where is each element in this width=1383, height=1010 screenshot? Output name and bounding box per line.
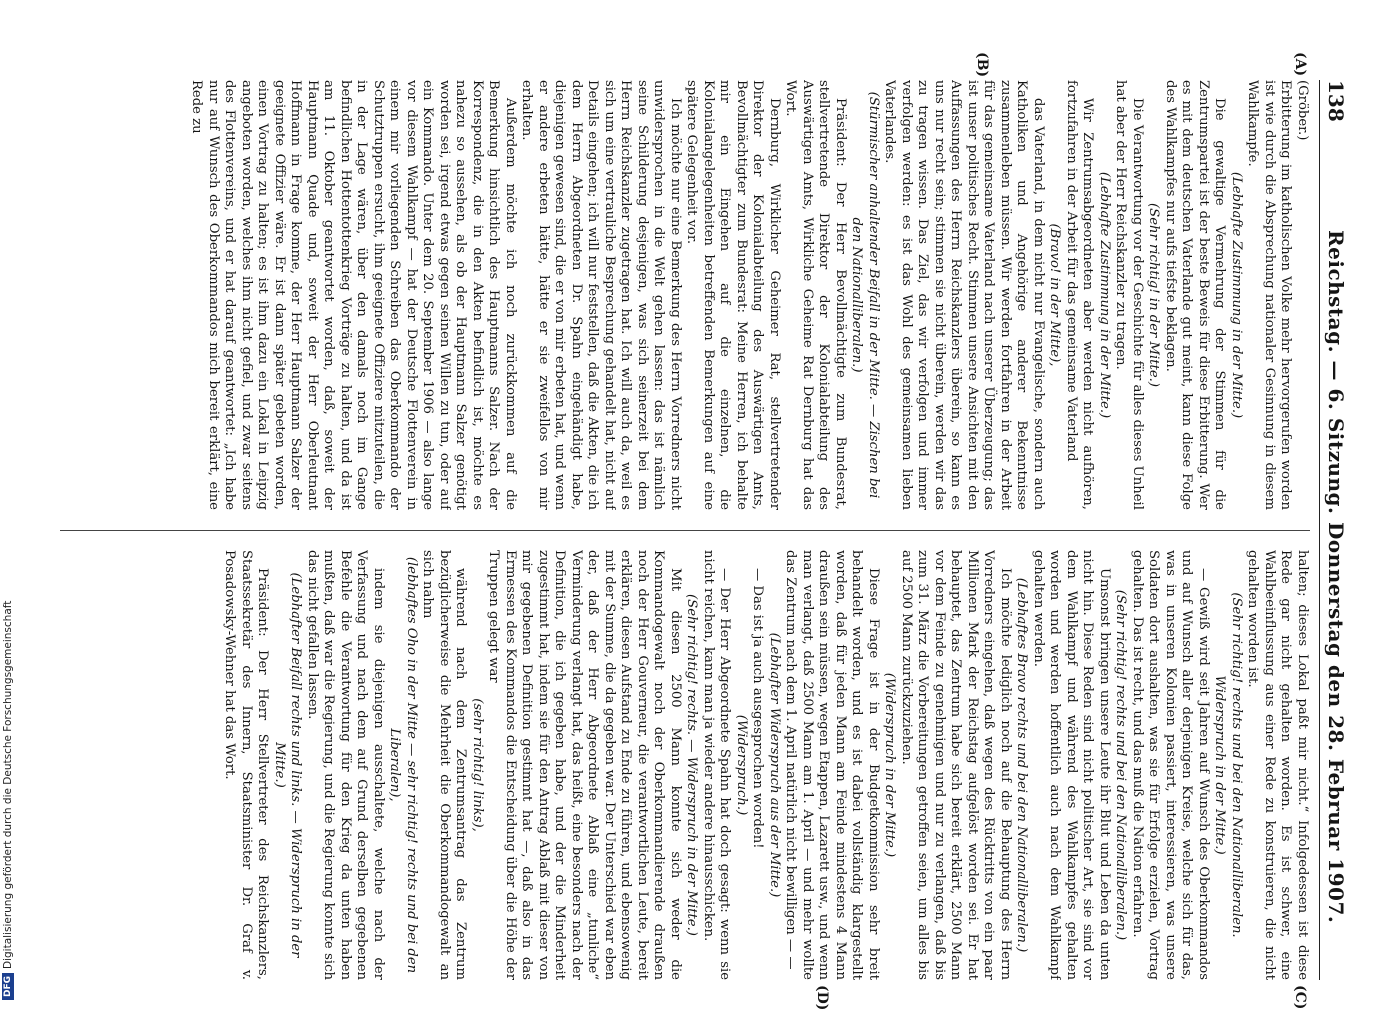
stage-direction: (Sehr richtig! rechts. — Widerspruch in der Mitte.) (684, 594, 700, 936)
paragraph: — Der Herr Abgeordnete Spahn hat doch gesagt: wenn sie nicht reichen, kann man ja wieder andere hinausschicken. (701, 550, 733, 980)
column-divider (60, 530, 1310, 531)
margin-mark-c: (C) (1292, 985, 1308, 1010)
stage-direction: (Widerspruch in der Mitte.) (882, 672, 898, 858)
paragraph: Außerdem möchte ich noch zurückkommen auf die Bemerkung hinsichtlich des Hauptmanns Salzer. Nach der Korrespondenz, die in den Akten befindlich ist, möchte es nahezu so aussehen, als ob der Hauptmann Salzer genötigt worden sei, irgend etwas gegen seinen Willen zu tun, oder auf ein Kommando. Unter dem 20. September 1906 — also lange vor diesem Wahlkampf — hat der Deutsche Flottenverein in einem mir vorliegenden Schreiben das Oberkommando der Schutztruppen ersucht, ihm geeignete Offiziere mitzuteilen, die in der Lage wären, über den damals noch im Gange befindlichen Hottentottenkrieg Vorträge zu halten, und da ist am 11. Oktober geantwortet worden, daß, soweit der Hauptmann Quade und, soweit der Herr Oberleutnant Hoffmann in Frage komme, der Herr Hauptmann Salzer der geeignete Offizier wäre. Er ist dann später gebeten worden, einen Vortrag zu halten; es ist ihm dazu ein Lokal in Leipzig angeboten worden, welches ihm nicht gefiel, und zwar seitens des Flottenvereins, und er hat darauf geantwortet: „Ich habe nur auf Wunsch des Oberkommandos mich bereit erklärt, eine Rede zu (189, 80, 518, 510)
stage-direction: (Widerspruch.) (734, 714, 749, 816)
paragraph: das Vaterland, in dem nicht nur Evangelische, sondern auch Katholiken und Angehörige anderer Bekenntnisse zusammenleben müssen. Wir werden fortfahren in der Arbeit für das gemeinsame Vaterland nach unserer Überzeugung; das ist unser politisches Recht. Stimmen unsere Ansichten mit den Auffassungen des Herrn Reichskanzlers überein, so kann es uns nur recht sein; stimmen sie nicht überein, werden wir das zu tragen wissen. Das Ziel, das wir verfolgen und immer verfolgen werden: es ist das Wohl des gemeinsamen lieben Vaterlandes. (882, 80, 1046, 510)
paragraph: während nach dem Zentrumsantrag das Zentrum bezüglicherweise die Mehrheit die Oberkommandogewalt an sich nahm (420, 550, 469, 980)
paragraph: halten; dieses Lokal paßt mir nicht.“ Infolgedessen ist diese Rede gar nicht gehalten worden. Es ist schwer, eine Wahlbeeinflussung aus einer Rede zu konstruieren, die nicht gehalten worden ist. (1245, 550, 1310, 980)
stage-direction: (Bravo! in der Mitte), (1047, 223, 1063, 367)
stage-direction: (Lebhaftes Bravo rechts und bei den Nationalliberalen.) (1014, 577, 1030, 953)
paragraph: Präsident: Der Herr Bevollmächtigte zum Bundesrat, stellvertretende Direktor der Kolonialabteilung des Auswärtigen Amts, Wirkliche Geheime Rat Dernburg hat das Wort. (783, 80, 848, 510)
paragraph: indem sie diejenigen ausschaltete, welche nach der Verfassung und nach dem auf Grund derselben gegebenen Befehle die Verantwortung für den Krieg da unten haben mußten, daß war die Regierung, und die Regierung konnte sich das nicht gefallen lassen. (305, 550, 386, 980)
paragraph: Diese Frage ist in der Budgetkommission sehr breit behandelt worden, und es ist dabei vollständig klargestellt worden, daß für jeden Mann am Feinde mindestens 4 Mann draußen sein müssen, wegen Etappen, Lazarett usw., und wenn man verlangt, daß 2500 Mann am 1. April — und mehr wollte das Zentrum nach dem 1. April natürlich nicht bewilligen — — (783, 550, 881, 980)
paragraph: Die gewaltige Vermehrung der Stimmen für die Zentrumspartei ist der beste Beweis für diese Erbitterung. Wer es mit dem deutschen Vaterlande gut meint, kann diese Folge des Wahlkampfes nur aufs tiefste beklagen. (1163, 80, 1228, 510)
stage-direction: (sehr richtig! links), (470, 698, 485, 832)
stage-direction: (Sehr richtig! rechts und bei den Nationalliberalen.) (1113, 589, 1129, 941)
stage-direction: (Stürmischer anhaltender Beifall in der Mitte. — Zischen bei den Nationalliberalen.) (849, 91, 881, 499)
credit-text: Digitalisierung gefördert durch die Deutsche Forschungsgemeinschaft (2, 600, 14, 969)
margin-mark-b: (B) (974, 52, 990, 78)
stage-direction: (Lebhafte Zustimmung in der Mitte.) (1097, 171, 1112, 419)
page-number: 138 (1324, 80, 1348, 122)
paragraph: Umsonst bringen unsere Leute ihr Blut und Leben da unten nicht hin. Diese Reden sind nicht politischer Art, sie sind vor dem Wahlkampf und während des Wahlkampfes gehalten worden und werden hoffentlich auch nach dem Wahlkampf gehalten werden. (1031, 550, 1112, 980)
rotated-page (50, 52, 1350, 1010)
paragraph: Präsident: Der Herr Stellvertreter des Reichskanzlers, Staatssekretär des Innern, Staatsminister Dr. Graf v. Posadowsky-Wehner hat das Wort. (222, 550, 271, 980)
paragraph: — Gewiß wird seit Jahren auf Wunsch des Oberkommandos und auf Wunsch aller derjenigen Kreise, welche sich für das, was in unseren Kolonien passiert, interessieren, was unsere Soldaten dort aushalten, was sie für Erfolge erzielen, Vortrag gehalten. Das ist recht, und das muß die Nation erfahren. (1130, 550, 1211, 980)
paragraph: (Gröber.) (1295, 80, 1310, 141)
paragraph: Ich möchte lediglich noch auf die Behauptung des Herrn Vorredners eingehen, daß wegen des Rücktritts von ein paar Millionen Mark der Reichstag aufgelöst worden sei. Er hat behauptet, das Zentrum habe sich bereit erklärt, 2500 Mann vor dem Feinde zu genehmigen und nur zu verlangen, daß bis zum 31. März die Vorbereitungen getroffen seien, um alles bis auf 2500 Mann zurückzuziehen. (899, 550, 1013, 980)
stage-direction: (Sehr richtig! rechts und bei den Nationalliberalen. Widerspruch in der Mitte.) (1212, 592, 1244, 938)
left-column (60, 80, 1310, 510)
stage-direction: (Lebhafte Zustimmung in der Mitte.) (1229, 171, 1244, 419)
stage-direction: (Lebhafter Widerspruch aus der Mitte.) (767, 632, 782, 898)
margin-mark-d: (D) (814, 985, 830, 1010)
page-header (1319, 80, 1350, 980)
running-title: Reichstag. — 6. Sitzung. Donnerstag den 28. Februar 1907. (1324, 230, 1348, 924)
paragraph: Wir Zentrumsabgeordneten aber werden nicht aufhören, fortzufahren in der Arbeit für das gemeinsame Vaterland (1064, 80, 1096, 510)
paragraph: — Das ist ja auch ausgesprochen worden! (750, 568, 766, 849)
paragraph: Erbitterung im katholischen Volke mehr hervorgerufen worden ist wie durch die Absprechung nationaler Gesinnung in diesem Wahlkampfe. (1245, 80, 1294, 510)
paragraph: Die Verantwortung vor der Geschichte für alles dieses Unheil hat aber der Herr Reichskanzler zu tragen. (1113, 80, 1145, 510)
margin-mark-a: (A) (1292, 52, 1308, 77)
digitization-credit (2, 601, 14, 1000)
dfg-logo: DFG (2, 973, 14, 1000)
right-column (60, 550, 1310, 980)
paragraph: Ich möchte nur eine Bemerkung des Herrn Vorredners nicht unwidersprochen in die Welt gehen lassen: das ist nämlich seine Schilderung desjenigen, was sich seinerzeit bei dem Herrn Reichskanzler zugetragen hat. Ich will auch da, weil es sich um eine vertrauliche Besprechung gehandelt hat, nicht auf Details eingehen; ich will nur feststellen, daß die Akten, die ich dem Herrn Abgeordneten Dr. Spahn eingehändigt habe, diejenigen gewesen sind, die er von mir erbeten hat, und wenn er andere erbeten hätte, hätte er sie zweifellos von mir erhalten. (519, 80, 683, 510)
stage-direction: (Sehr richtig! in der Mitte.) (1146, 203, 1162, 387)
paragraph: Dernburg, Wirklicher Geheimer Rat, stellvertretender Direktor der Kolonialabteilung des Auswärtigen Amts, Bevollmächtigter zum Bundesrat: Meine Herren, ich behalte mir ein Eingehen auf die einzelnen, die Kolonialangelegenheiten betreffenden Bemerkungen auf eine spätere Gelegenheit vor. (684, 80, 782, 510)
stage-direction: (Lebhafter Beifall rechts und links. — Widerspruch in der Mitte.) (272, 572, 304, 958)
stage-direction: (lebhaftes Oho in der Mitte — sehr richtig! rechts und bei den Liberalen), (387, 556, 419, 974)
paragraph: Mit diesen 2500 Mann konnte sich weder die Kommandogewalt noch der Oberkommandierende draußen noch der Herr Gouverneur, die verantwortlichen Leute, bereit erklären, diesen Aufstand zu Ende zu führen, und ebensowenig mit der Summe, die da gegeben war. Der Unterschied war eben der, daß der Herr Abgeordnete Ablaß eine „tunliche“ Verminderung verlangt hat, das heißt, eine besonders nach der Definition, die ich gegeben habe, und der die Minderheit zugestimmt hat, indem sie für den Antrag Ablaß mit dieser von mir gegebenen Definition gestimmt hat —, daß also in das Ermessen des Kommandos die Entscheidung über die Höhe der Truppen gelegt war (486, 550, 683, 980)
